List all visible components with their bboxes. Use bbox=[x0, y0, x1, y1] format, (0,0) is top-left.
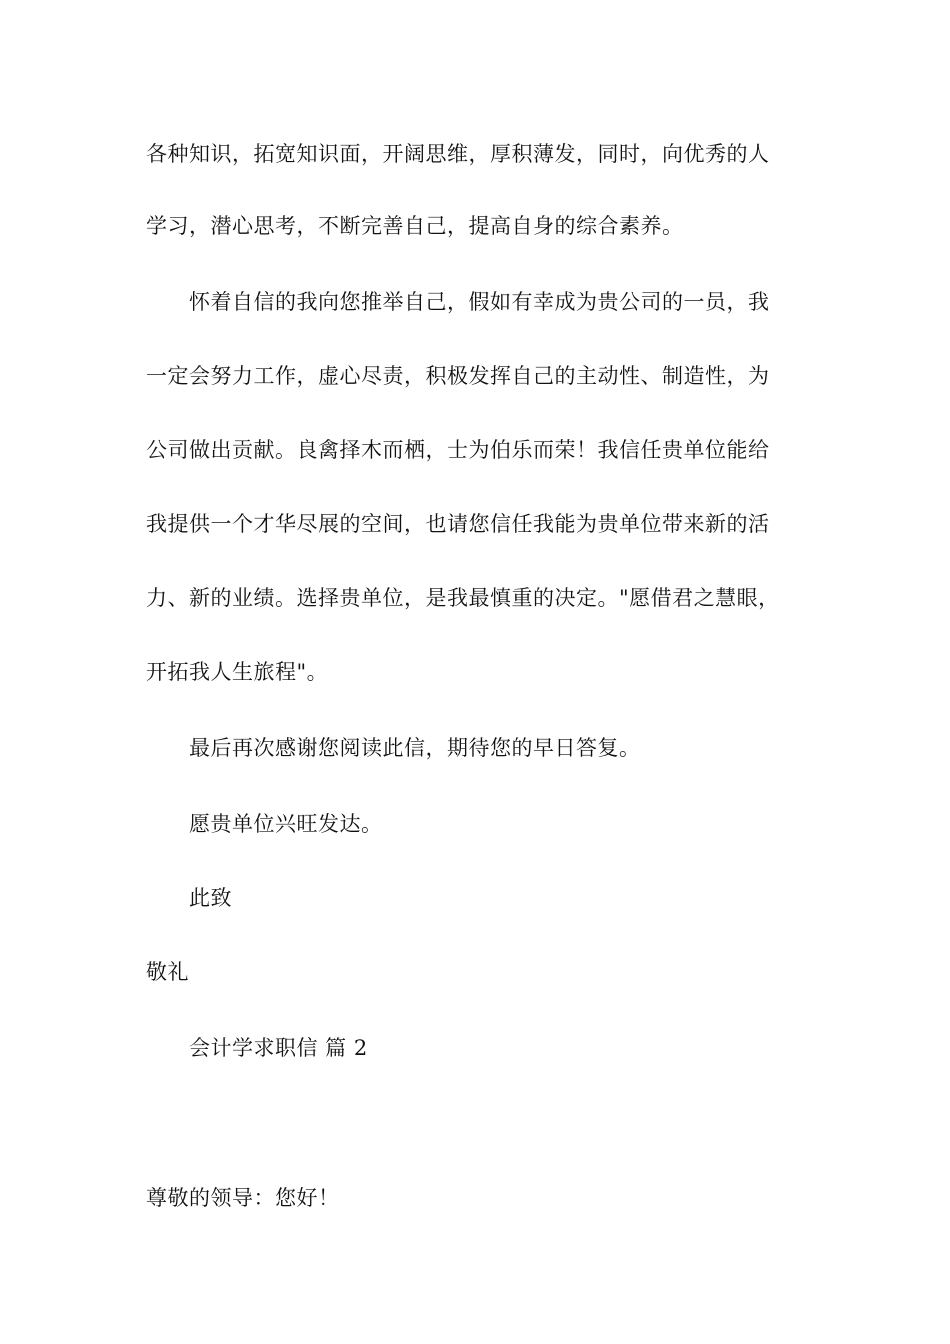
closing-thanks: 最后再次感谢您阅读此信，期待您的早日答复。 bbox=[189, 736, 641, 760]
closing-wish: 愿贵单位兴旺发达。 bbox=[189, 812, 383, 836]
body-text-line: 力、新的业绩。选择贵单位，是我最慎重的决定。"愿借君之慧眼， bbox=[146, 586, 780, 610]
greeting: 尊敬的领导：您好！ bbox=[146, 1186, 340, 1210]
salutation-jing-li: 敬礼 bbox=[146, 960, 189, 984]
body-text-line: 我提供一个才华尽展的空间，也请您信任我能为贵单位带来新的活 bbox=[146, 512, 770, 536]
body-text-line: 怀着自信的我向您推举自己，假如有幸成为贵公司的一员，我 bbox=[189, 290, 770, 314]
body-text-line: 公司做出贡献。良禽择木而栖，士为伯乐而荣！我信任贵单位能给 bbox=[146, 438, 770, 462]
body-text-line: 学习，潜心思考，不断完善自己，提高自身的综合素养。 bbox=[146, 214, 684, 238]
salutation-ci-zhi: 此致 bbox=[189, 886, 232, 910]
body-text-line: 开拓我人生旅程"。 bbox=[146, 660, 329, 684]
section-heading: 会计学求职信 篇 2 bbox=[189, 1036, 368, 1060]
body-text-line: 一定会努力工作，虚心尽责，积极发挥自己的主动性、制造性，为 bbox=[146, 364, 770, 388]
body-text-line: 各种知识，拓宽知识面，开阔思维，厚积薄发，同时，向优秀的人 bbox=[146, 142, 770, 166]
